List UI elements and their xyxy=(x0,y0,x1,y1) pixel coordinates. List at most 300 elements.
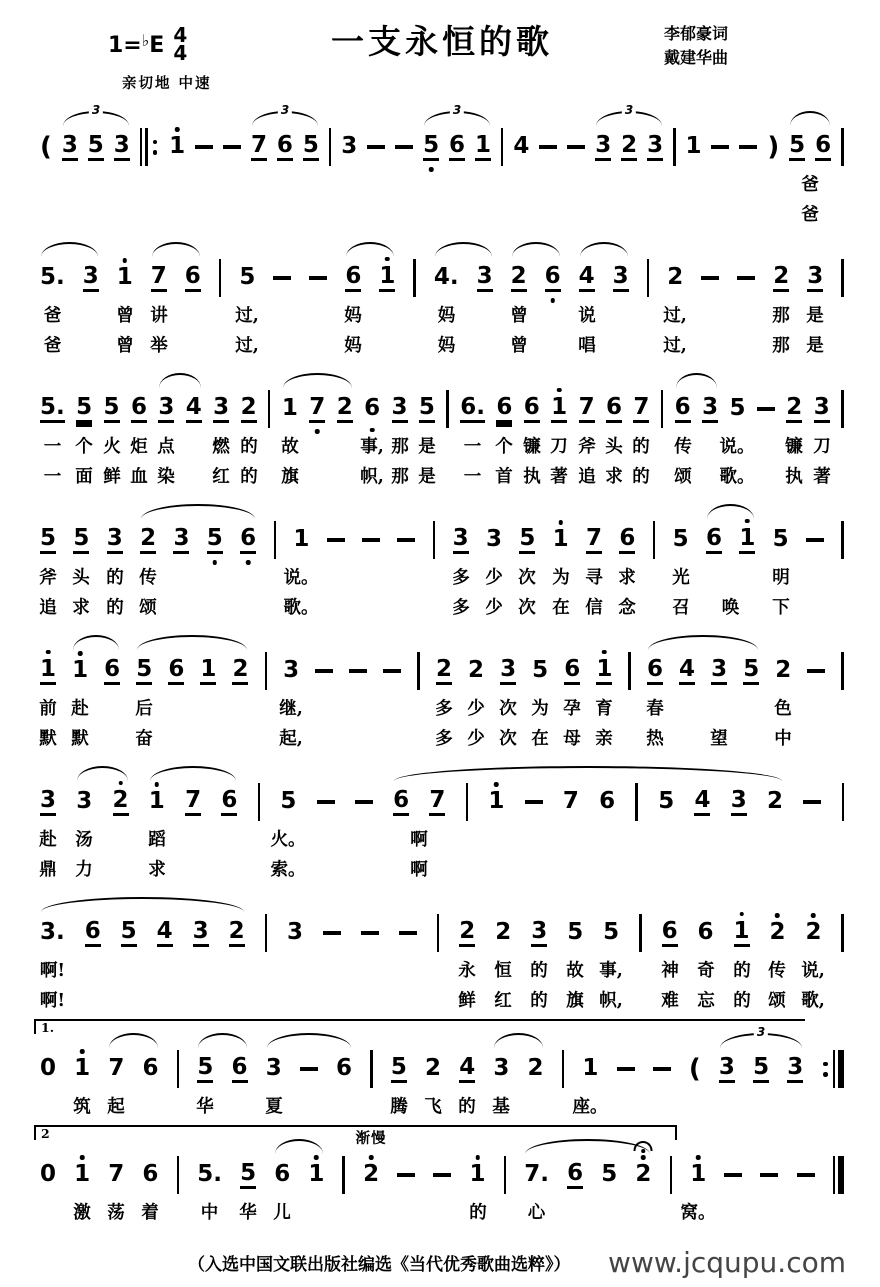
octave-dot-above xyxy=(78,651,83,656)
lyric-syllable: 心 xyxy=(527,1203,546,1223)
lyric-syllable: 曾 xyxy=(116,306,134,326)
lyric-syllable: 为 xyxy=(531,699,549,719)
octave-dot-above xyxy=(602,650,607,655)
lyric-syllable: 座。 xyxy=(572,1097,608,1117)
barline xyxy=(417,652,420,690)
note: 6 xyxy=(240,527,256,554)
note: 6 xyxy=(706,527,722,554)
dash-note xyxy=(195,145,213,149)
dash-note xyxy=(361,931,379,935)
note: 5 xyxy=(207,527,223,554)
end-repeat-barline xyxy=(821,1050,844,1088)
lyric-syllable: 传 xyxy=(768,961,786,981)
lyric-syllable: 基 xyxy=(492,1097,510,1117)
note: 3 xyxy=(493,1055,510,1081)
lyric-syllable: 执 xyxy=(523,467,541,487)
lyric-syllable: 荡 xyxy=(107,1203,125,1223)
lyrics-row xyxy=(38,463,846,488)
note: 3 xyxy=(787,1056,803,1083)
slur-arc xyxy=(150,766,236,781)
note: 2 xyxy=(786,396,802,423)
lyric-syllable: 一 xyxy=(463,437,482,457)
lyric-syllable: 中 xyxy=(774,729,792,749)
barline xyxy=(504,1156,507,1194)
note: 1 xyxy=(72,659,88,683)
lyrics-row xyxy=(38,594,846,619)
lyric-syllable: 求 xyxy=(148,860,166,880)
lyric-syllable: 起, xyxy=(279,729,303,749)
lyric-syllable: 儿 xyxy=(273,1203,291,1223)
note: 3 xyxy=(702,396,718,423)
lyric-syllable: 激 xyxy=(73,1203,91,1223)
lyric-syllable: 那 xyxy=(772,306,790,326)
lyric-syllable: 歌, xyxy=(801,991,825,1011)
barline xyxy=(274,521,277,559)
lyric-syllable: 说。 xyxy=(719,437,755,457)
note: 6 xyxy=(185,265,201,292)
note: 3 xyxy=(500,658,516,685)
dash-note xyxy=(525,800,543,804)
lyric-syllable: 蹈 xyxy=(148,830,166,850)
slur-arc xyxy=(159,373,201,388)
barline xyxy=(501,128,504,166)
rit-mark: 渐慢 xyxy=(355,1130,387,1147)
notes-row xyxy=(38,521,846,559)
lyric-syllable: 热 xyxy=(646,729,664,749)
note: 2 xyxy=(229,920,245,947)
barline xyxy=(342,1156,345,1194)
lyric-syllable: 明 xyxy=(772,568,790,588)
note: 7 xyxy=(309,396,325,423)
note: 3 xyxy=(595,134,611,161)
note: 1 xyxy=(308,1163,324,1187)
barline xyxy=(841,128,844,166)
barline xyxy=(842,783,845,821)
barline xyxy=(653,521,656,559)
note: 3 xyxy=(814,396,830,423)
note: 6 xyxy=(277,134,293,161)
dash-note xyxy=(760,1173,778,1177)
tuplet-number: 3 xyxy=(622,104,636,116)
dash-note xyxy=(223,145,241,149)
note: 7 xyxy=(429,789,445,816)
lyrics-row xyxy=(38,725,846,750)
begin-repeat-barline xyxy=(140,128,160,166)
note: 1 xyxy=(685,133,702,159)
barline xyxy=(661,390,664,428)
barline xyxy=(841,521,844,559)
octave-dot-below xyxy=(370,428,375,433)
note: 2 xyxy=(425,1055,442,1081)
lyric-syllable: 啊! xyxy=(39,991,66,1011)
lyric-syllable: 的 xyxy=(106,598,124,618)
note: 2 xyxy=(436,658,452,685)
barline xyxy=(841,652,844,690)
note: 3 xyxy=(453,527,469,554)
lyric-syllable: 窝。 xyxy=(680,1203,716,1223)
lyric-syllable: 的 xyxy=(632,467,650,487)
slur-arc xyxy=(512,242,560,257)
note: 2 xyxy=(635,1163,651,1187)
lyric-syllable: 鼎 xyxy=(39,860,57,880)
lyrics-row xyxy=(38,826,846,851)
lyric-syllable: 春 xyxy=(646,699,664,719)
note: 6 xyxy=(647,658,663,685)
lyric-syllable: 孕 xyxy=(563,699,581,719)
lyric-syllable: 索。 xyxy=(270,860,306,880)
dash-note xyxy=(803,800,821,804)
lyric-syllable: 是 xyxy=(418,467,436,487)
note: 3 xyxy=(287,919,304,945)
lyric-syllable: 火 xyxy=(103,437,121,457)
lyric-syllable: 少 xyxy=(485,568,503,588)
dash-note xyxy=(355,800,373,804)
lyric-syllable: 次 xyxy=(499,699,517,719)
lyrics-row xyxy=(38,957,846,982)
lyric-syllable: 求 xyxy=(72,598,90,618)
lyric-syllable: 一 xyxy=(43,437,62,457)
lyric-syllable: 歌。 xyxy=(719,467,755,487)
lyric-syllable: 的 xyxy=(530,961,548,981)
lyric-syllable: 多 xyxy=(435,729,453,749)
notes-row xyxy=(38,1050,846,1088)
lyric-syllable: 的 xyxy=(733,961,751,981)
tuplet-arc xyxy=(596,103,662,126)
note: 6 xyxy=(131,396,147,423)
note: 6 xyxy=(168,658,184,685)
barline xyxy=(329,128,332,166)
note: 5 xyxy=(772,526,789,552)
lyric-syllable: 传 xyxy=(139,568,157,588)
barline xyxy=(466,783,469,821)
note: 2 xyxy=(363,1163,379,1187)
note: 2 xyxy=(337,396,353,423)
lyric-syllable: 的 xyxy=(240,467,258,487)
barline xyxy=(177,1156,180,1194)
note: 2 xyxy=(527,1055,544,1081)
lyric-syllable: 继, xyxy=(279,699,303,719)
note: 0 xyxy=(40,1055,57,1081)
note: 4 xyxy=(186,396,202,423)
dash-note xyxy=(367,145,385,149)
note: 7 xyxy=(633,396,649,423)
note: 6 xyxy=(345,265,361,292)
dash-note xyxy=(653,1067,671,1071)
dash-note xyxy=(395,145,413,149)
lyrics-row xyxy=(38,332,846,357)
lyric-syllable: 爸 xyxy=(801,175,819,195)
tuplet-arc xyxy=(63,103,129,126)
barline xyxy=(219,259,222,297)
lyric-syllable: 啊 xyxy=(410,830,428,850)
lyric-syllable: 爸 xyxy=(43,306,62,326)
dash-note xyxy=(273,276,291,280)
lyrics-row xyxy=(38,302,846,327)
note: 4. xyxy=(433,264,459,290)
lyricist-credit: 李郁豪词 xyxy=(663,24,728,43)
lyric-syllable: 著 xyxy=(813,467,831,487)
lyric-syllable: 刀 xyxy=(550,437,568,457)
note: 2 xyxy=(140,527,156,554)
dash-note xyxy=(317,800,335,804)
lyric-syllable: 中 xyxy=(200,1203,219,1223)
note: 6 xyxy=(232,1056,248,1083)
lyric-syllable: 求 xyxy=(605,467,623,487)
slur-arc xyxy=(152,242,200,257)
note: 6 xyxy=(567,1162,583,1189)
lyric-syllable: 妈 xyxy=(437,306,456,326)
lyric-syllable: 镰 xyxy=(523,437,541,457)
tuplet-number: 3 xyxy=(450,104,464,116)
lyric-syllable: 啊! xyxy=(39,961,66,981)
lyric-syllable: 奇 xyxy=(697,961,715,981)
lyric-syllable: 次 xyxy=(518,598,536,618)
lyric-syllable: 光 xyxy=(672,568,690,588)
dash-note xyxy=(300,1067,318,1071)
slur-arc xyxy=(198,1033,247,1048)
note: 2 xyxy=(773,265,789,292)
lyric-syllable: 刀 xyxy=(813,437,831,457)
barline xyxy=(258,783,261,821)
note: 2 xyxy=(667,264,684,290)
lyric-syllable: 曾 xyxy=(510,306,528,326)
lyric-syllable: 为 xyxy=(552,568,570,588)
note: 6. xyxy=(460,396,485,423)
lyric-syllable: 少 xyxy=(485,598,503,618)
note: 5 xyxy=(303,134,319,161)
note: 3 xyxy=(647,134,663,161)
lyric-syllable: 下 xyxy=(772,598,790,618)
note: 3 xyxy=(719,1056,735,1083)
lyric-syllable: 神 xyxy=(661,961,679,981)
slur-arc xyxy=(283,373,352,388)
note: 5 xyxy=(729,395,746,421)
lyric-syllable: 那 xyxy=(391,437,409,457)
lyric-syllable: 故 xyxy=(281,437,299,457)
note: 6 xyxy=(496,396,512,423)
dash-note xyxy=(397,538,415,542)
dash-note xyxy=(806,538,824,542)
lyric-syllable: 爸 xyxy=(801,205,819,225)
dash-note xyxy=(399,931,417,935)
lyric-syllable: 赴 xyxy=(71,699,89,719)
dash-note xyxy=(309,276,327,280)
lyric-syllable: 事, xyxy=(599,961,623,981)
lyrics-row xyxy=(38,695,846,720)
note: 2 xyxy=(621,134,637,161)
lyric-syllable: 旗 xyxy=(566,991,584,1011)
lyric-syllable: 旗 xyxy=(281,467,299,487)
note: 5 xyxy=(789,134,805,161)
lyric-syllable: 永 xyxy=(458,961,476,981)
lyric-syllable: 血 xyxy=(130,467,148,487)
dash-note xyxy=(739,145,757,149)
note: 5 xyxy=(391,1056,407,1083)
lyric-syllable: 汤 xyxy=(75,830,93,850)
dash-note xyxy=(567,145,585,149)
lyric-syllable: 腾 xyxy=(390,1097,408,1117)
music-line xyxy=(38,103,846,226)
note: 6 xyxy=(274,1161,291,1187)
lyric-syllable: 念 xyxy=(618,598,636,618)
score xyxy=(38,103,846,1224)
notes-row xyxy=(38,259,846,297)
lyrics-row xyxy=(38,433,846,458)
lyric-syllable: 信 xyxy=(585,598,603,618)
music-line xyxy=(38,892,846,1012)
watermark-url: www.jcqupu.com xyxy=(608,1246,846,1279)
barline xyxy=(370,1050,373,1088)
lyric-syllable: 执 xyxy=(785,467,803,487)
slur-arc xyxy=(580,242,628,257)
lyric-syllable: 色 xyxy=(774,699,792,719)
dash-note xyxy=(724,1173,742,1177)
lyric-syllable: 次 xyxy=(499,729,517,749)
note: 1 xyxy=(74,1163,90,1187)
slur-arc xyxy=(394,766,782,781)
lyric-syllable: 爸 xyxy=(43,336,62,356)
barline xyxy=(639,914,642,952)
lyric-syllable: 次 xyxy=(518,568,536,588)
lyric-syllable: 在 xyxy=(531,729,549,749)
note: 5 xyxy=(672,526,689,552)
barline xyxy=(670,1156,673,1194)
lyric-syllable: 举 xyxy=(150,336,168,356)
lyric-syllable: 的 xyxy=(240,437,258,457)
dash-note xyxy=(539,145,557,149)
lyric-syllable: 颂 xyxy=(139,598,157,618)
octave-dot-above xyxy=(123,258,128,263)
lyric-syllable: 著 xyxy=(550,467,568,487)
note: 6 xyxy=(104,658,120,685)
octave-dot-above xyxy=(811,913,816,918)
note: 2 xyxy=(495,919,512,945)
note: 3 xyxy=(613,265,629,292)
note: 5 xyxy=(601,1161,618,1187)
notes-row xyxy=(38,390,846,428)
lyric-syllable: 奋 xyxy=(135,729,153,749)
lyric-syllable: 过, xyxy=(663,306,687,326)
lyric-syllable: 多 xyxy=(452,568,470,588)
note: 3 xyxy=(114,134,130,161)
music-line xyxy=(38,237,846,357)
lyric-syllable: 妈 xyxy=(344,306,362,326)
note: 6 xyxy=(675,396,691,423)
music-line xyxy=(38,630,846,750)
lyric-syllable: 前 xyxy=(39,699,57,719)
lyric-syllable: 多 xyxy=(435,699,453,719)
slur-arc xyxy=(109,1033,158,1048)
barline xyxy=(446,390,449,428)
header xyxy=(38,10,846,106)
note: 5 xyxy=(532,657,549,683)
lyric-syllable: 追 xyxy=(39,598,57,618)
note: 6 xyxy=(697,919,714,945)
barline xyxy=(562,1050,565,1088)
note: 6 xyxy=(142,1161,159,1187)
tempo-expression: 亲切地 中速 xyxy=(122,75,212,92)
note: 4 xyxy=(459,1056,475,1083)
lyric-syllable: 是 xyxy=(806,336,824,356)
dash-note xyxy=(397,1173,415,1177)
lyric-syllable: 过, xyxy=(235,336,259,356)
note: 6 xyxy=(606,396,622,423)
lyric-syllable: 说。 xyxy=(283,568,319,588)
lyric-syllable: 面 xyxy=(75,467,93,487)
note: 5 xyxy=(40,527,56,554)
notes-row xyxy=(38,783,846,821)
note: 5 xyxy=(76,396,92,423)
note: 6 xyxy=(336,1055,353,1081)
publication-note: （入选中国文联出版社编选《当代优秀歌曲选粹》） xyxy=(188,1255,571,1275)
note: 3 xyxy=(107,527,123,554)
note: 3 xyxy=(76,788,93,814)
note: 7. xyxy=(524,1161,550,1187)
lyric-syllable: 难 xyxy=(661,991,679,1011)
note: 4 xyxy=(679,658,695,685)
slur-arc xyxy=(73,635,119,650)
note: 3 xyxy=(213,396,229,423)
note: 2 xyxy=(241,396,257,423)
note: 5 xyxy=(136,658,152,685)
octave-dot-above xyxy=(745,519,750,524)
note: 2 xyxy=(769,921,785,945)
note: 6 xyxy=(85,920,101,947)
slur-arc xyxy=(137,635,247,650)
lyric-syllable: 望 xyxy=(710,729,728,749)
lyrics-row xyxy=(38,201,846,226)
barline xyxy=(265,914,268,952)
barline xyxy=(841,914,844,952)
lyric-syllable: 母 xyxy=(563,729,581,749)
lyric-syllable: 斧 xyxy=(578,437,596,457)
flat-icon: ♭ xyxy=(141,30,150,50)
octave-dot-above xyxy=(46,650,51,655)
lyric-syllable: 夏 xyxy=(265,1097,283,1117)
lyric-syllable: 说 xyxy=(578,306,596,326)
lyrics-row xyxy=(38,987,846,1012)
note: 3 xyxy=(341,133,358,159)
volta-number: 2 xyxy=(41,1126,50,1141)
note: 1 xyxy=(117,266,133,290)
note: 2 xyxy=(113,789,129,816)
octave-dot-above xyxy=(175,127,180,132)
music-line xyxy=(38,1126,846,1224)
lyric-syllable: 鲜 xyxy=(103,467,121,487)
note: 3 xyxy=(531,920,547,947)
slur-arc xyxy=(77,766,128,781)
lyric-syllable: 亲 xyxy=(595,729,613,749)
octave-dot-above xyxy=(739,912,744,917)
final-barline xyxy=(833,1156,844,1194)
note: 1 xyxy=(582,1055,599,1081)
octave-dot-above xyxy=(385,257,390,262)
octave-dot-above xyxy=(558,520,563,525)
octave-dot-above xyxy=(641,1155,646,1160)
lyric-syllable: 华 xyxy=(239,1203,257,1223)
note: 5 xyxy=(423,134,439,161)
note: 3 xyxy=(711,658,727,685)
lyric-syllable: 曾 xyxy=(116,336,134,356)
slur-arc xyxy=(707,504,754,519)
dash-note xyxy=(323,931,341,935)
barline xyxy=(437,914,440,952)
lyric-syllable: 帜, xyxy=(360,467,384,487)
note: 6 xyxy=(545,265,561,292)
lyric-syllable: 曾 xyxy=(510,336,528,356)
note: 1 xyxy=(169,135,185,159)
lyric-syllable: 故 xyxy=(566,961,584,981)
